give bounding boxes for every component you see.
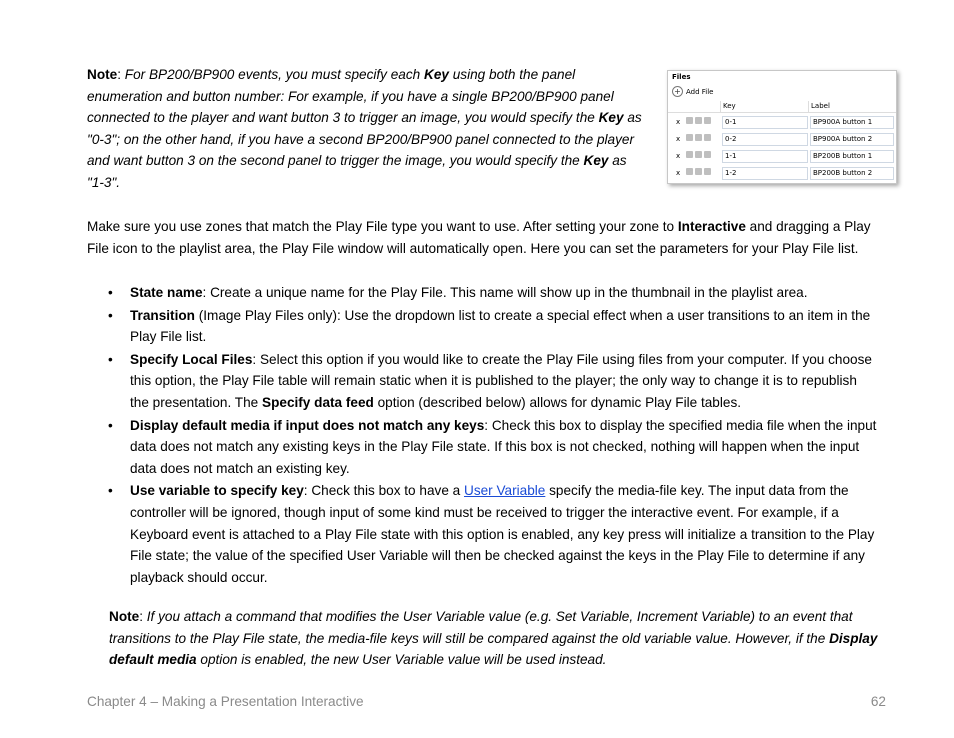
list-item [87, 415, 877, 480]
list-item [87, 349, 877, 414]
note-key-2: Key [598, 110, 624, 126]
remove-icon: x [676, 152, 681, 160]
bullet-text: : Check this box to have a [303, 483, 464, 499]
bullet-term: Display default media if input does not match any keys [130, 417, 485, 433]
note-top: Note: For BP200/BP900 events, you must specify each Key using both the panel enumeration and button number: For example, if you have a single BP200/BP900 panel connected to the player and want button 3 to trigger an image, you would specify the Key as "0-3"; on the other hand, if you have a second BP200/BP900 panel connected to the player and want button 3 on the second panel to trigger the image, you would specify the Key as "1-3". [87, 67, 642, 190]
options-list [87, 282, 877, 589]
bullet-term: Specify Local Files [130, 351, 253, 367]
plus-icon: + [672, 86, 683, 97]
bullet-text-2: option (described below) allows for dynamic Play File tables. [373, 394, 742, 410]
list-item [87, 282, 877, 304]
bullet-term-2: Specify data feed [262, 394, 374, 410]
bullet-text: : Select this option if you would like to create the Play File using files from your computer. If you choose this option, the Play File table will remain static when it is published to the player; the only way to change it is to republish the presentation. The [130, 351, 872, 410]
note-text-1: If you attach a command that modifies the User Variable value (e.g. Set Variable, Increment Variable) to an event that transitions to the Play File state, the media-file keys will still be compared against the old variable value. However, if the [109, 609, 853, 646]
bullet-term: Transition [130, 307, 195, 323]
label-cell: BP900A button 1 [810, 116, 894, 129]
intro-text-2: and dragging a Play File icon to the playlist area, the Play File window will automatically open. Here you can set the parameters for your Play File list. [87, 219, 871, 256]
intro-bold: Interactive [677, 219, 746, 234]
intro-text-1: Make sure you use zones that match the Play File type you want to use. After setting your zone to [87, 219, 678, 234]
note-text-3: as "0-3"; on the other hand, if you have a second BP200/BP900 panel connected to the player and want button 3 on the second panel to trigger the image, you would specify the [87, 110, 642, 169]
remove-icon: x [676, 135, 681, 143]
note-bottom: Note: If you attach a command that modifies the User Variable value (e.g. Set Variable, Increment Variable) to an event that transitions to the Play File state, the media-file keys will still be compared against the old variable value. However, if the Display default media option is enabled, the new User Variable value will be used instead. [109, 609, 878, 668]
label-cell: BP900A button 2 [810, 133, 894, 146]
page-number: 62 [870, 694, 886, 709]
add-file-label: Add File [686, 87, 714, 96]
note-text-2: using both the panel enumeration and button number: For example, if you have a single BP200/BP900 panel connected to the player and want button 3 to trigger an image, you would specify the [87, 67, 614, 126]
bullet-text: : Create a unique name for the Play File. This name will show up in the thumbnail in the playlist area. [202, 285, 808, 300]
col-label-header: Label [811, 102, 830, 110]
row-action-icons [686, 151, 711, 158]
label-cell: BP200B button 2 [810, 167, 894, 180]
key-cell: 1-2 [722, 167, 808, 180]
note-key-3: Key [583, 153, 609, 169]
remove-icon: x [676, 169, 681, 177]
intro-paragraph [87, 216, 877, 259]
bullet-icon: • [108, 285, 113, 300]
user-variable-link[interactable]: User Variable [464, 483, 546, 499]
note-text-4: as "1-3". [87, 153, 627, 190]
files-table-row [668, 165, 896, 182]
note-bold: Display default media [109, 630, 878, 668]
files-table-row [668, 148, 896, 165]
note-key-1: Key [424, 67, 449, 82]
files-panel-screenshot [667, 70, 897, 184]
bullet-term: Use variable to specify key [130, 483, 304, 499]
key-cell: 0-1 [722, 116, 808, 129]
remove-icon: x [676, 118, 681, 126]
add-file-button [672, 86, 714, 97]
row-action-icons [686, 117, 711, 124]
note-text-1: For BP200/BP900 events, you must specify each [124, 67, 425, 82]
key-cell: 1-1 [722, 150, 808, 163]
label-cell: BP200B button 1 [810, 150, 894, 163]
row-action-icons [686, 134, 711, 141]
bullet-text-2: specify the media-file key. The input data from the controller will be ignored, though input of some kind must be received to trigger the interactive event. For example, if a Keyboard event is attached to a Play File state with this option is enabled, any key press will initialize a transition to the Play File state; the value of the specified User Variable will then be checked against the keys in the Play File to determine if any playback should occur. [130, 483, 875, 585]
note-label: Note [109, 609, 140, 624]
bullet-icon: • [108, 351, 113, 367]
footer-chapter: Chapter 4 – Making a Presentation Interactive [87, 694, 364, 709]
bullet-icon: • [108, 483, 113, 499]
col-key-header: Key [723, 102, 736, 110]
row-action-icons [686, 168, 711, 175]
note-label: Note [87, 67, 118, 82]
list-item [87, 480, 877, 588]
files-table-row [668, 114, 896, 131]
bullet-icon: • [108, 417, 113, 433]
key-cell: 0-2 [722, 133, 808, 146]
bullet-text: : Check this box to display the specified media file when the input data does not match any existing keys in the Play File state. If this box is not checked, nothing will happen when the input data does not match an existing key. [130, 417, 877, 476]
files-panel-title: Files [672, 73, 691, 81]
list-item [87, 305, 877, 348]
bullet-icon: • [108, 307, 113, 323]
files-table-header [668, 101, 896, 113]
bullet-term: State name [130, 285, 203, 300]
note-text-2: option is enabled, the new User Variable value will be used instead. [196, 652, 607, 668]
files-table-row [668, 131, 896, 148]
bullet-text: (Image Play Files only): Use the dropdown list to create a special effect when a user transitions to an item in the Play File list. [130, 307, 871, 345]
